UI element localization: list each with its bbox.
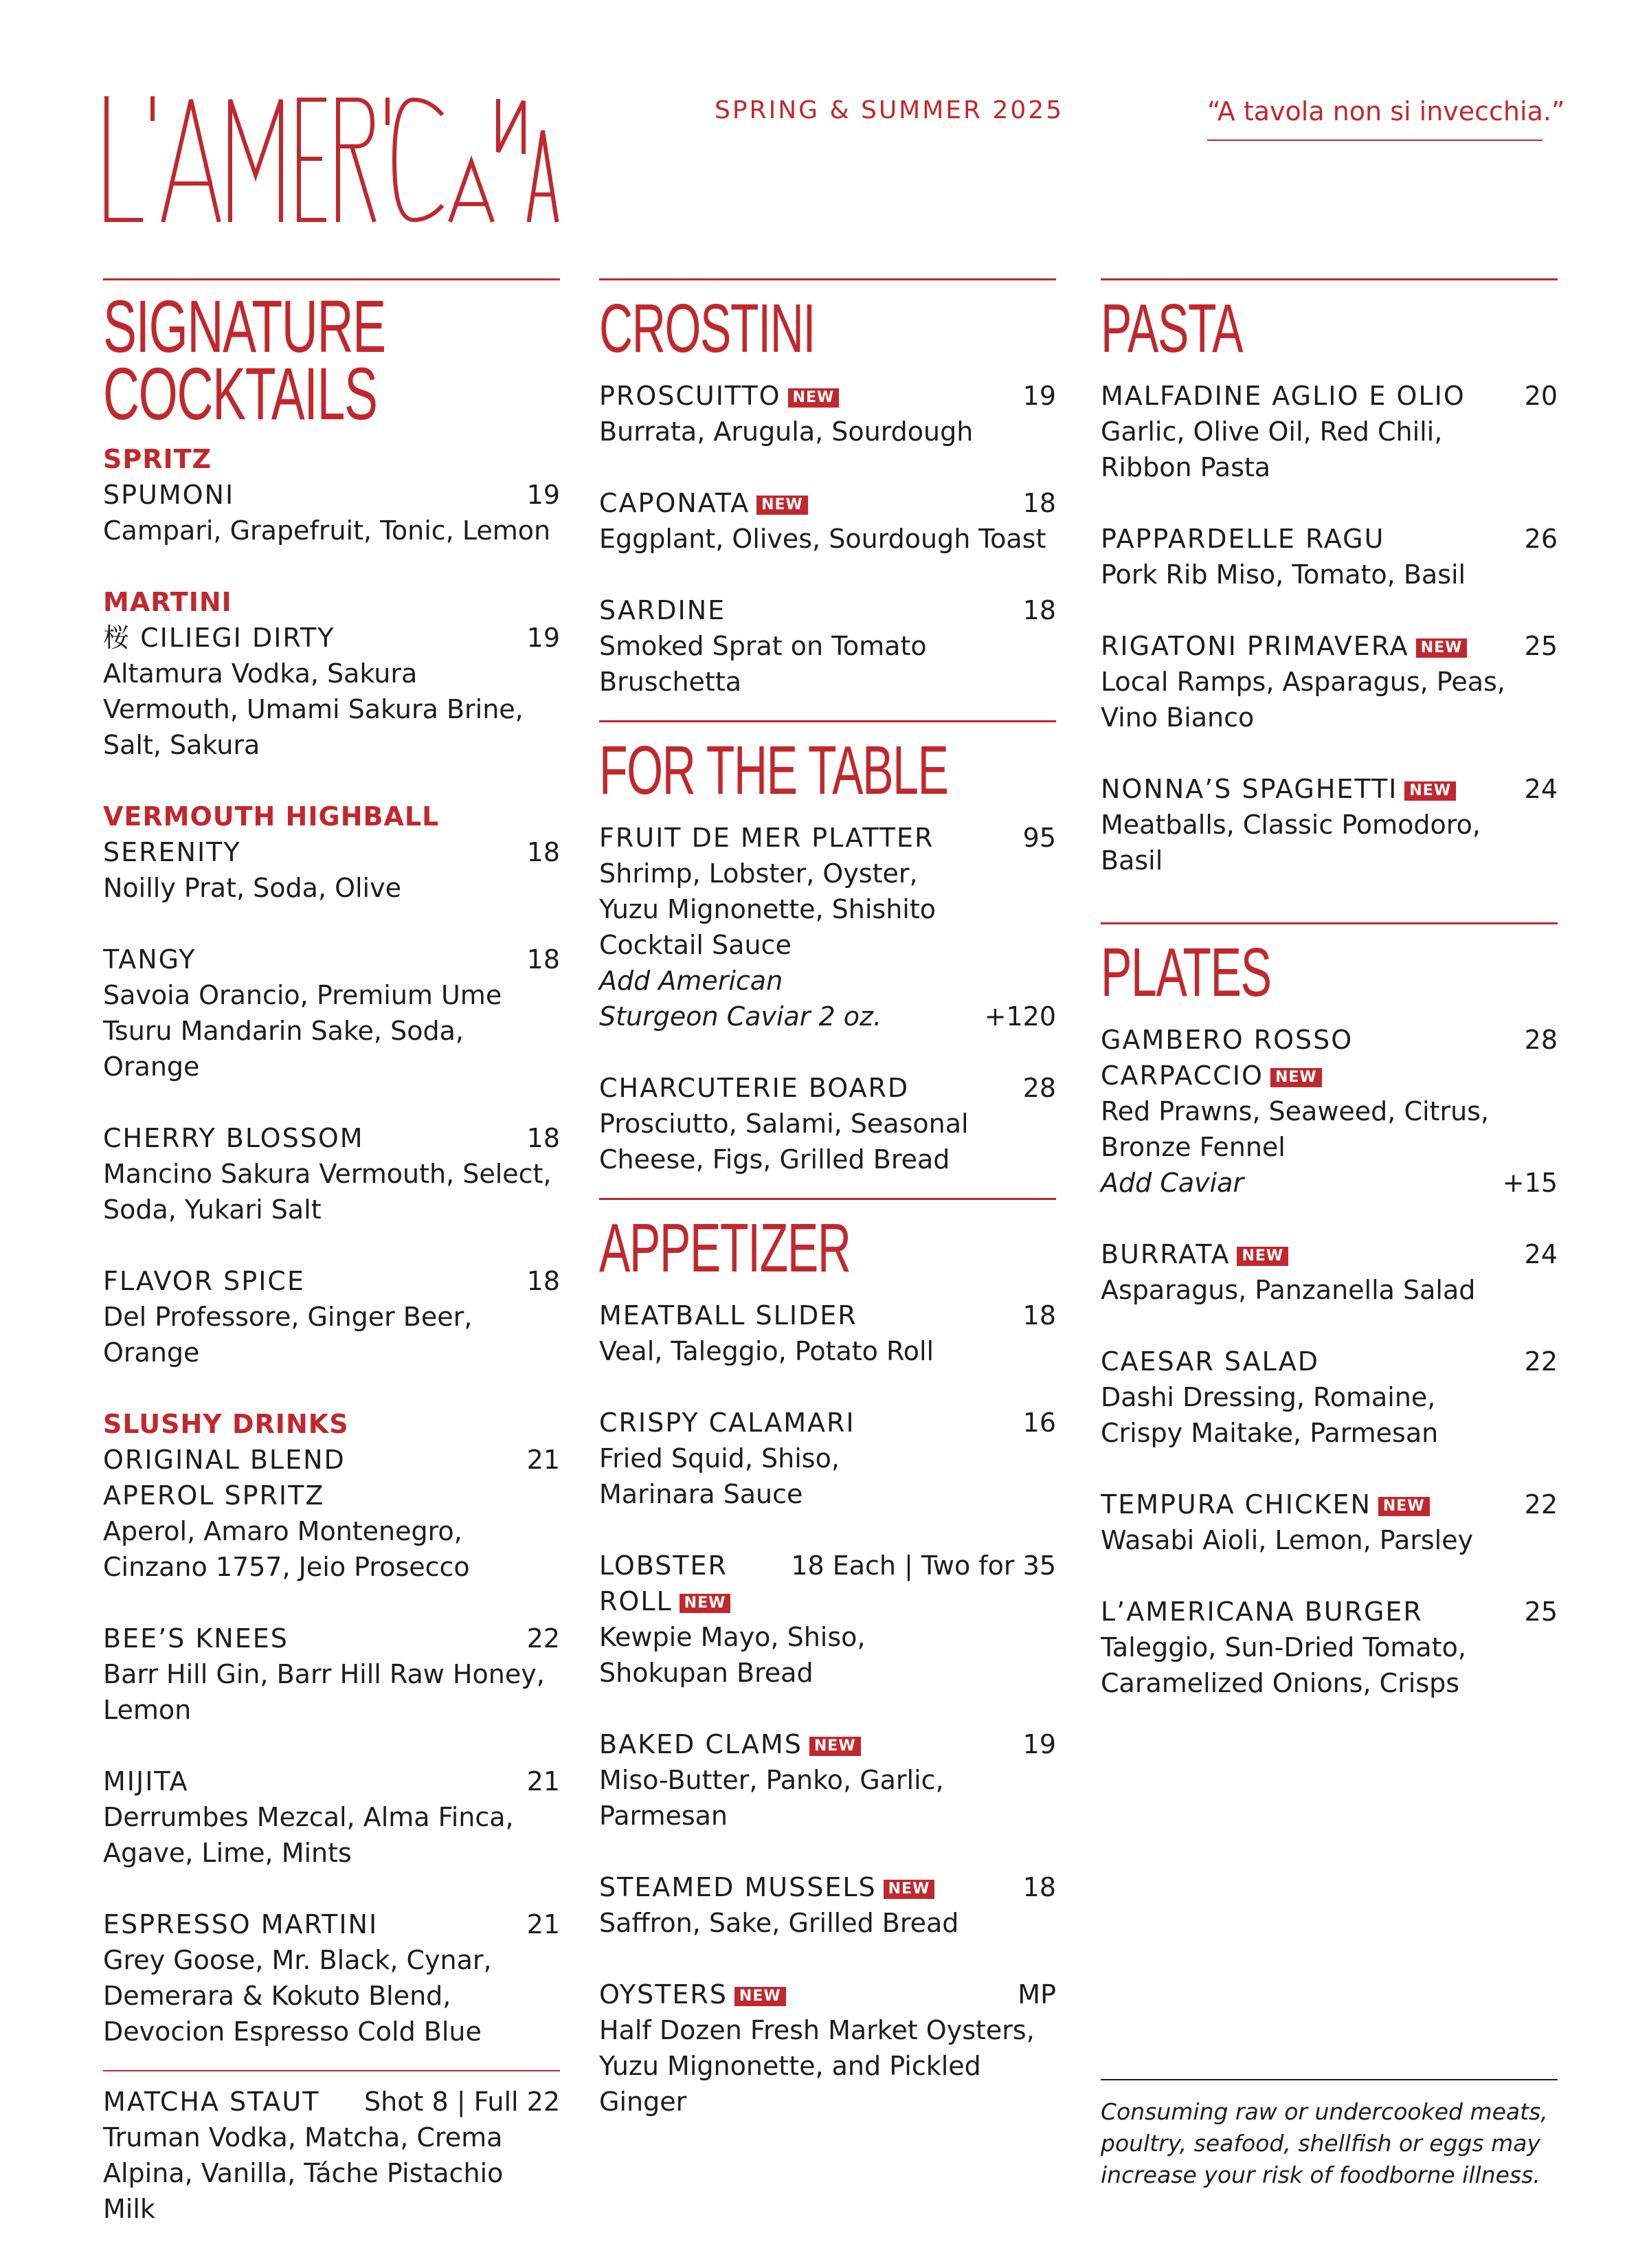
highball-subcategory: VERMOUTH HIGHBALL [103,801,440,832]
appetizer-heading: APPETIZER [599,1210,851,1287]
menu-item: MIJITA 21 Derrumbes Mezcal, Alma Finca, Agave, Lime, Mints [103,1766,560,1868]
menu-item: L’AMERICANA BURGER 25 Taleggio, Sun-Dried Tomato, Caramelized Onions, Crisps [1101,1597,1558,1698]
brand-logo [103,93,560,227]
menu-item: TEMPURA CHICKEN NEW 22 Wasabi Aioli, Lemon, Parsley [1101,1489,1558,1555]
menu-item: MALFADINE AGLIO E OLIO 20 Garlic, Olive Oil, Red Chili, Ribbon Pasta [1101,381,1558,482]
new-badge: NEW [1404,781,1456,801]
menu-item: MEATBALL SLIDER 18 Veal, Taleggio, Potato Roll [599,1300,1056,1366]
menu-item: ESPRESSO MARTINI 21 Grey Goose, Mr. Black, Cynar, Demerara & Kokuto Blend, Devocion Espresso Cold Blue [103,1909,560,2047]
menu-item: SARDINE 18 Smoked Sprat on Tomato Bruschetta [599,595,1056,697]
new-badge: NEW [680,1594,731,1613]
martini-subcategory: MARTINI [103,587,232,617]
menu-item: BURRATA NEW 24 Asparagus, Panzanella Salad [1101,1239,1558,1305]
menu-item: BEE’S KNEES 22 Barr Hill Gin, Barr Hill Raw Honey, Lemon [103,1623,560,1725]
tagline-quote: “A tavola non si invecchia.” [1207,96,1565,126]
menu-item: FRUIT DE MER PLATTER 95 Shrimp, Lobster, Oyster, Yuzu Mignonette, Shishito Cocktail Sauce Add American Sturgeon Caviar 2 oz. +120 [599,823,1056,1032]
menu-item: CAESAR SALAD 22 Dashi Dressing, Romaine, Crispy Maitake, Parmesan [1101,1346,1558,1448]
section-divider [103,2070,560,2071]
menu-item: ORIGINAL BLEND APEROL SPRITZ 21 Aperol, Amaro Montenegro, Cinzano 1757, Jeio Prosecco [103,1445,560,1582]
section-divider [1101,922,1558,924]
new-badge: NEW [884,1880,935,1899]
crostini-heading: CROSTINI [599,290,816,367]
menu-item: CHARCUTERIE BOARD 28 Prosciutto, Salami, Seasonal Cheese, Figs, Grilled Bread [599,1073,1056,1175]
disclaimer-divider [1101,2079,1558,2080]
spritz-subcategory: SPRITZ [103,444,212,474]
plates-heading: PLATES [1101,934,1271,1011]
menu-item: SERENITY 18 Noilly Prat, Soda, Olive [103,837,560,903]
menu-item: LOBSTER ROLL NEW 18 Each | Two for 35 Kewpie Mayo, Shiso, Shokupan Bread [599,1550,1056,1688]
new-badge: NEW [756,496,808,515]
menu-item: TANGY 18 Savoia Orancio, Premium Ume Tsuru Mandarin Sake, Soda, Orange [103,944,560,1082]
new-badge: NEW [1237,1247,1288,1266]
menu-item: PAPPARDELLE RAGU 26 Pork Rib Miso, Tomato, Basil [1101,524,1558,590]
cocktails-heading: SIGNATURE COCKTAILS [103,285,385,435]
pasta-heading: PASTA [1101,290,1243,367]
section-divider [599,278,1056,280]
section-divider [1101,278,1558,280]
menu-item: CRISPY CALAMARI 16 Fried Squid, Shiso, Marinara Sauce [599,1408,1056,1509]
new-badge: NEW [1416,638,1468,658]
new-badge: NEW [1378,1497,1430,1516]
section-divider [599,720,1056,722]
season-label: SPRING & SUMMER 2025 [715,96,1064,124]
menu-item: MATCHA STAUT Shot 8 | Full 22 Truman Vodka, Matcha, Crema Alpina, Vanilla, Táche Pistachio Milk [103,2087,560,2224]
menu-item: SPUMONI 19 Campari, Grapefruit, Tonic, Lemon [103,480,560,546]
menu-item: NONNA’S SPAGHETTI NEW 24 Meatballs, Classic Pomodoro, Basil [1101,774,1558,876]
menu-item: STEAMED MUSSELS NEW 18 Saffron, Sake, Grilled Bread [599,1872,1056,1938]
for-the-table-heading: FOR THE TABLE [599,732,948,809]
new-badge: NEW [1270,1068,1322,1087]
slushy-subcategory: SLUSHY DRINKS [103,1409,349,1439]
middle-column [599,278,1056,2155]
new-badge: NEW [809,1737,861,1756]
section-divider [103,278,560,280]
menu-item: GAMBERO ROSSO CARPACCIO NEW 28 Red Prawns, Seaweed, Citrus, Bronze Fennel Add Caviar +15 [1101,1025,1558,1198]
food-safety-disclaimer: Consuming raw or undercooked meats, poultry, seafood, shellfish or eggs may increase your risk of foodborne illness. [1101,2098,1548,2188]
menu-item: CHERRY BLOSSOM 18 Mancino Sakura Vermouth, Select, Soda, Yukari Salt [103,1123,560,1225]
menu-item: OYSTERS NEW MP Half Dozen Fresh Market Oysters, Yuzu Mignonette, and Pickled Ginger [599,1979,1056,2117]
cocktails-column [103,278,560,2263]
menu-item: FLAVOR SPICE 18 Del Professore, Ginger Beer, Orange [103,1266,560,1368]
menu-item: CAPONATA NEW 18 Eggplant, Olives, Sourdough Toast [599,488,1056,554]
new-badge: NEW [788,388,840,408]
menu-item: RIGATONI PRIMAVERA NEW 25 Local Ramps, Asparagus, Peas, Vino Bianco [1101,631,1558,733]
new-badge: NEW [734,1987,786,2006]
section-divider [599,1198,1056,1200]
menu-item: BAKED CLAMS NEW 19 Miso-Butter, Panko, Garlic, Parmesan [599,1729,1056,1831]
right-column [1101,278,1558,1737]
menu-item: 桜 CILIEGI DIRTY 19 Altamura Vodka, Sakura Vermouth, Umami Sakura Brine, Salt, Sakura [103,623,560,760]
quote-underline [1207,140,1543,141]
menu-item: PROSCUITTO NEW 19 Burrata, Arugula, Sourdough [599,381,1056,447]
